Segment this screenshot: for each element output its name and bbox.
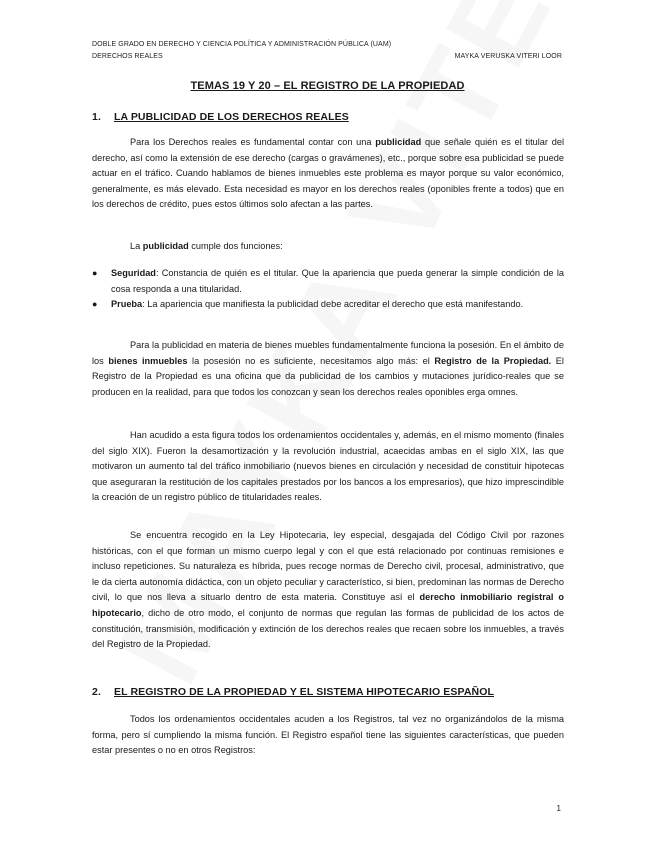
bullet-icon: ● xyxy=(92,268,98,278)
list-item: ● Seguridad: Constancia de quién es el titular. Que la apariencia que pueda generar la simple condición de la cosa responda a una titularidad. xyxy=(92,268,564,294)
header-degree: DOBLE GRADO EN DERECHO Y CIENCIA POLÍTICA Y ADMINISTRACIÓN PÚBLICA (UAM) xyxy=(92,41,392,48)
section-1-paragraph-3: Para la publicidad en materia de bienes muebles fundamentalmente funciona la posesión. En el ámbito de los bienes inmuebles la posesión no es suficiente, necesitamos algo más: el Registro de la Propiedad. El Registro de la Propiedad es una oficina que da publicidad de los cambios y mutaciones jurídico-reales que se producen en la realidad, para que todos los conozcan y sean los derechos reales oponibles erga omnes. xyxy=(92,340,564,397)
section-2-title: EL REGISTRO DE LA PROPIEDAD Y EL SISTEMA HIPOTECARIO ESPAÑOL xyxy=(114,686,494,698)
section-2-paragraph-1: Todos los ordenamientos occidentales acuden a los Registros, tal vez no organizándolos de la misma forma, pero sí cumpliendo la misma función. El Registro español tiene las siguientes características, que pueden estar presentes o no en otros Registros: xyxy=(92,714,564,756)
bullet-icon: ● xyxy=(92,299,98,310)
section-2-number: 2. xyxy=(92,686,101,698)
header-author: MAYKA VERUSKA VITERI LOOR xyxy=(454,53,562,60)
list-item: ● Prueba: La apariencia que manifiesta la publicidad debe acreditar el derecho que está manifestando. xyxy=(92,297,564,313)
section-1-paragraph-2: La publicidad cumple dos funciones: xyxy=(130,241,283,251)
section-1-heading xyxy=(92,111,349,123)
section-1-number: 1. xyxy=(92,111,101,123)
header-subject: DERECHOS REALES xyxy=(92,53,163,60)
document-title: TEMAS 19 Y 20 – EL REGISTRO DE LA PROPIEDAD xyxy=(190,80,465,92)
section-1-title: LA PUBLICIDAD DE LOS DERECHOS REALES xyxy=(114,111,349,123)
section-1-paragraph-4: Han acudido a esta figura todos los ordenamientos occidentales y, además, en el mismo momento (finales del siglo XIX). Fueron la desamortización y la revolución industrial, acaecidas ambas en el siglo XIX, las que motivaron un aumento tal del tráfico inmobiliario (nuevos bienes en circulación y necesidad de constituir hipotecas que aseguraran la restitución de los capitales prestados por los bancos a los empresarios), que hizo imprescindible la creación de un registro público de titularidades reales. xyxy=(92,430,564,503)
section-1-paragraph-1: Para los Derechos reales es fundamental contar con una publicidad que señale quién es el titular del derecho, así como la extensión de ese derecho (cargas o gravámenes), etc., porque sobre esa publicidad se puede actuar en el tráfico. Cuando hablamos de bienes inmuebles este problema es mayor porque su valor económico, generalmente, es más elevado. Esta necesidad es mayor en los derechos reales (oponibles frente a todos) que en los derechos de crédito, pues estos últimos solo afectan a las partes. xyxy=(92,137,564,210)
page-number: 1 xyxy=(556,804,561,813)
section-2-heading xyxy=(92,686,494,698)
functions-list xyxy=(92,266,564,313)
section-1-paragraph-5: Se encuentra recogido en la Ley Hipotecaria, ley especial, desgajada del Código Civil por razones históricas, con el que forman un mismo cuerpo legal y con el que está relacionado por continuas remisiones e incluso repeticiones. Su naturaleza es híbrida, pues recoge normas de Derecho civil, procesal, administrativo, que le da cierta autonomía didáctica, con un objeto peculiar y característico, si bien, predominan las normas de Derecho civil, lo que nos lleva a situarlo dentro de esta materia. Constituye así el derecho inmobiliario registral o hipotecario, dicho de otro modo, el conjunto de normas que regulan las formas de publicidad de los actos de constitución, transmisión, modificación y extinción de los derechos reales que recaen sobre los inmuebles, a través del Registro de la Propiedad. xyxy=(92,530,564,650)
